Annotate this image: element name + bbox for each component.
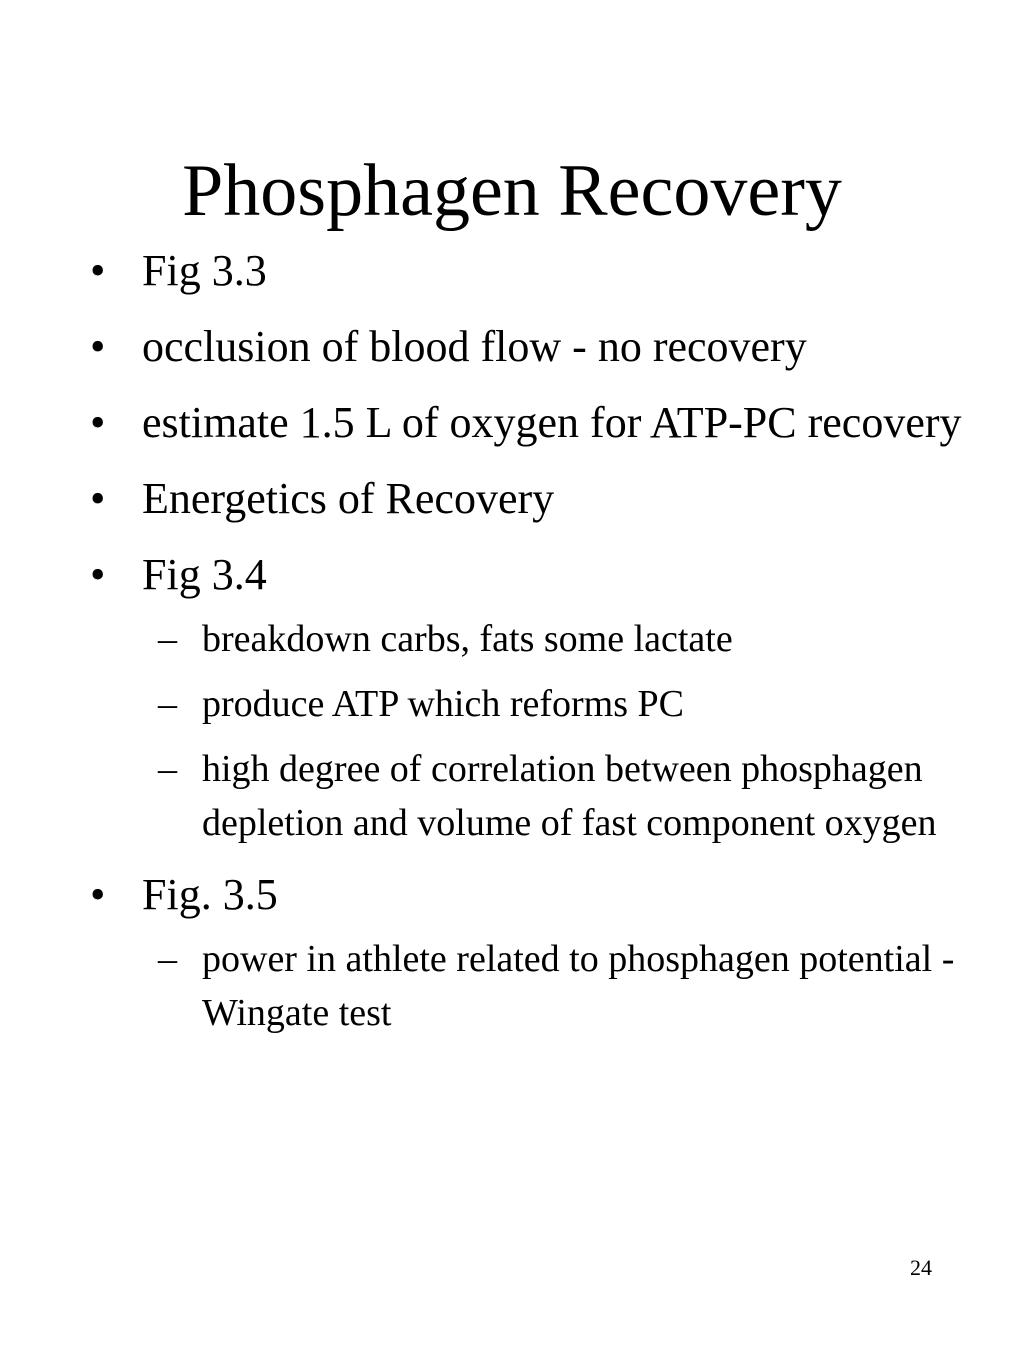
sub-bullet-text: breakdown carbs, fats some lactate [202,618,733,660]
bullet-item [86,392,966,454]
bullet-icon: • [90,550,106,599]
bullet-text: Fig 3.4 [142,550,267,599]
bullet-item [86,864,966,1040]
sub-bullet-text: high degree of correlation between phosphagen depletion and volume of fast component oxygen [202,748,937,844]
bullet-list [86,240,966,1054]
bullet-text: estimate 1.5 L of oxygen for ATP-PC recovery [142,398,962,447]
bullet-icon: • [90,322,106,371]
sub-bullet-text: power in athlete related to phosphagen potential - Wingate test [202,938,955,1034]
dash-icon: – [158,683,177,725]
dash-icon: – [158,938,177,980]
sub-bullet-item [142,612,966,666]
bullet-text: Fig. 3.5 [142,870,278,919]
sub-bullet-list [142,932,966,1040]
bullet-icon: • [90,398,106,447]
sub-bullet-item [142,742,966,850]
bullet-icon: • [90,870,106,919]
slide-title: Phosphagen Recovery [182,150,842,232]
bullet-item [86,544,966,850]
sub-bullet-item [142,932,966,1040]
sub-bullet-list [142,612,966,850]
bullet-item [86,316,966,378]
dash-icon: – [158,618,177,660]
bullet-text: Fig 3.3 [142,246,267,295]
bullet-text: Energetics of Recovery [142,474,555,523]
sub-bullet-item [142,677,966,731]
bullet-text: occlusion of blood flow - no recovery [142,322,807,371]
bullet-icon: • [90,246,106,295]
sub-bullet-text: produce ATP which reforms PC [202,683,684,725]
bullet-icon: • [90,474,106,523]
bullet-item [86,240,966,302]
dash-icon: – [158,748,177,790]
bullet-item [86,468,966,530]
page-number: 24 [910,1255,932,1280]
